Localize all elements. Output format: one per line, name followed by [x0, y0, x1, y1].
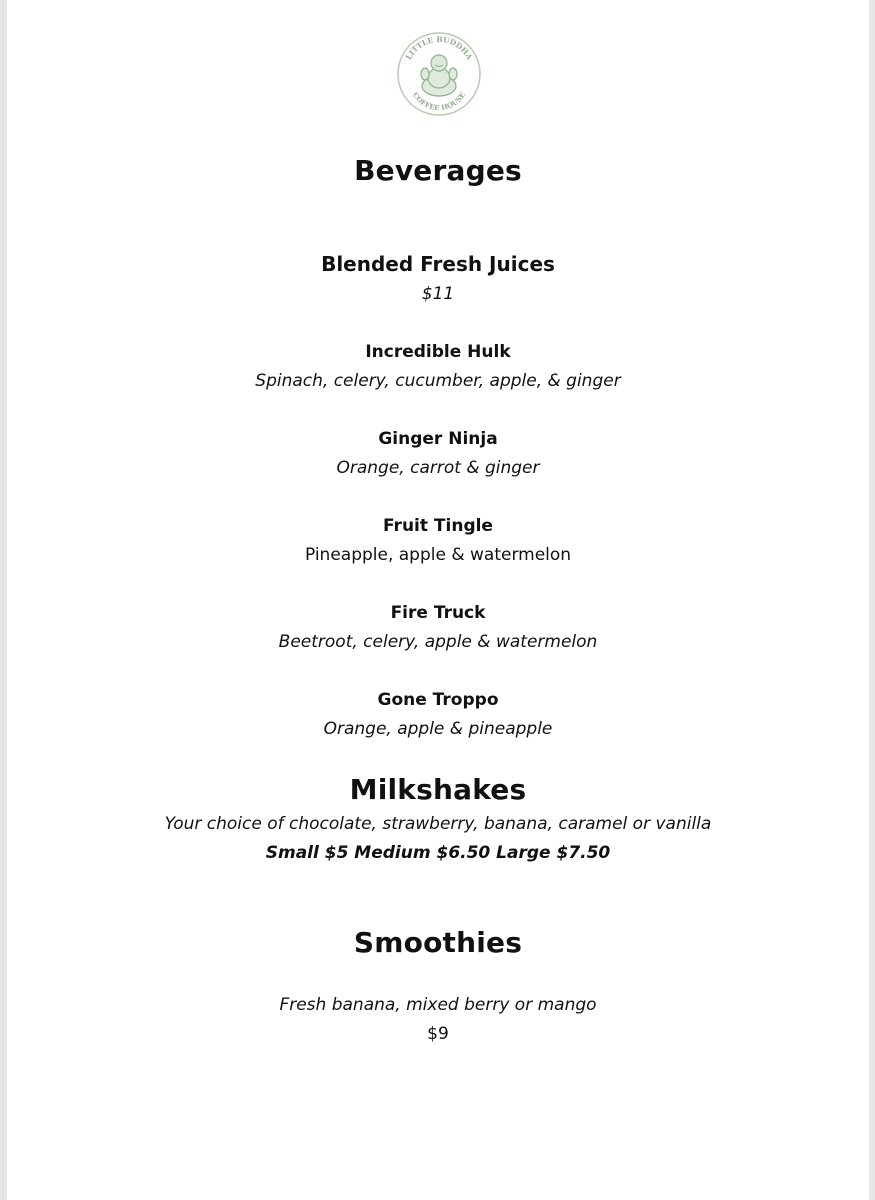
smoothies-desc: Fresh banana, mixed berry or mango: [279, 995, 597, 1015]
juice-item-name: Fruit Tingle: [383, 516, 493, 536]
juices-heading: Blended Fresh Juices: [321, 252, 555, 276]
buddha-logo-icon: [395, 30, 483, 118]
smoothies-price: $9: [427, 1024, 449, 1044]
menu-page: [7, 0, 869, 1200]
juice-item-desc: Spinach, celery, cucumber, apple, & ginger: [255, 371, 621, 391]
milkshakes-desc: Your choice of chocolate, strawberry, banana, caramel or vanilla: [164, 814, 712, 834]
logo-text-bottom: COFFEE HOUSE: [410, 90, 468, 113]
milkshakes-heading: Milkshakes: [349, 773, 527, 806]
page-title: Beverages: [354, 154, 522, 187]
smoothies-heading: Smoothies: [353, 926, 523, 959]
juice-item-desc: Beetroot, celery, apple & watermelon: [278, 632, 598, 652]
juice-item-name: Incredible Hulk: [365, 342, 511, 362]
logo-text-top: LITTLE BUDDHA: [403, 34, 475, 62]
milkshakes-prices: Small $5 Medium $6.50 Large $7.50: [265, 843, 611, 863]
juice-item-name: Fire Truck: [390, 603, 486, 623]
juice-item-name: Ginger Ninja: [378, 429, 498, 449]
juice-item-desc: Orange, apple & pineapple: [323, 719, 553, 739]
juices-price: $11: [421, 284, 455, 304]
juice-item-desc: Orange, carrot & ginger: [336, 458, 540, 478]
juice-item-desc: Pineapple, apple & watermelon: [304, 545, 572, 565]
juice-item-name: Gone Troppo: [377, 690, 499, 710]
